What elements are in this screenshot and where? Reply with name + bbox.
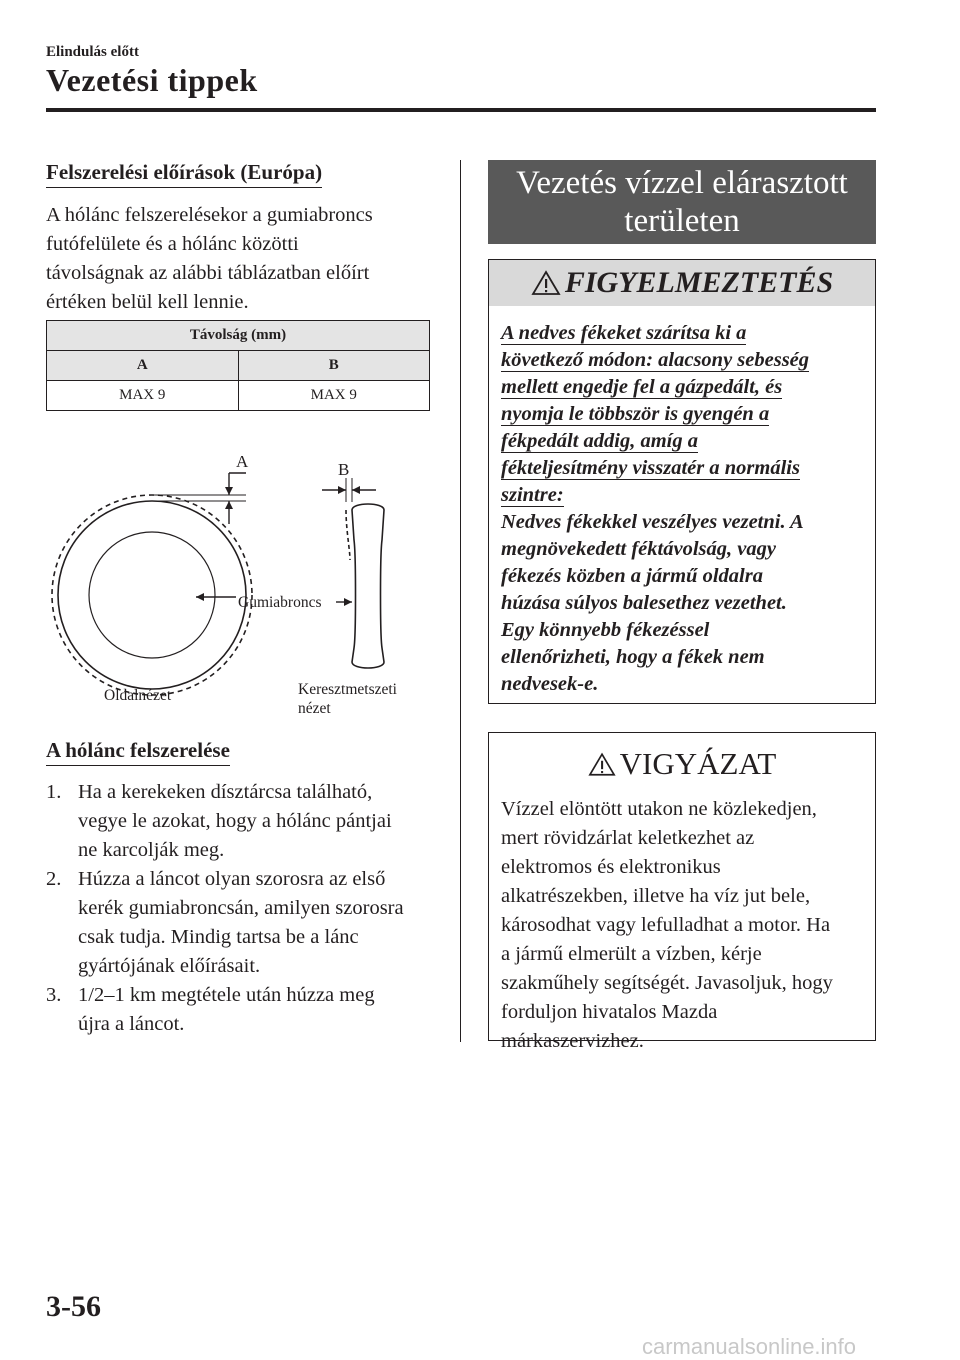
step-line: Húzza a láncot olyan szorosra az első bbox=[78, 868, 386, 890]
watermark: carmanualsonline.info bbox=[642, 1334, 857, 1359]
distance-table-wrap bbox=[46, 320, 430, 411]
label-tire: Gumiabroncs bbox=[238, 594, 322, 611]
chain-cross-dashed bbox=[346, 510, 350, 560]
tire-cross-section bbox=[352, 504, 384, 668]
warning-line: Egy könnyebb fékezéssel bbox=[501, 619, 710, 641]
distance-table bbox=[46, 320, 430, 411]
warning-body bbox=[489, 306, 875, 698]
paragraph-line: futófelülete és a hólánc közötti bbox=[46, 233, 299, 255]
warning-line: húzása súlyos balesethez vezethet. bbox=[501, 592, 787, 614]
caution-line: károsodhat vagy lefulladhat a motor. Ha bbox=[501, 914, 831, 936]
warning-line-underlined: fékpedált addig, amíg a bbox=[501, 430, 699, 452]
step-number: 2. bbox=[46, 868, 62, 890]
warning-line: ellenőrizheti, hogy a fékek nem bbox=[501, 646, 765, 668]
step-line: vegye le azokat, hogy a hólánc pántjai bbox=[78, 810, 392, 832]
table-cell-a: MAX 9 bbox=[47, 381, 239, 411]
paragraph-line: értéken belül kell lennie. bbox=[46, 291, 249, 313]
table-header-a: A bbox=[47, 351, 239, 381]
section-install bbox=[46, 738, 446, 1039]
step-line: újra a láncot. bbox=[78, 1013, 185, 1035]
tire-arrowhead-right bbox=[344, 598, 352, 606]
caution-triangle-icon bbox=[588, 752, 616, 777]
warning-line-underlined: következő módon: alacsony sebesség bbox=[501, 349, 810, 371]
chain-side-dashed bbox=[52, 495, 252, 695]
tire-side-outer bbox=[58, 501, 246, 689]
section-install-heading: A hólánc felszerelése bbox=[46, 738, 230, 766]
caution-line: forduljon hivatalos Mazda bbox=[501, 1001, 718, 1023]
step-line: kerék gumiabroncsán, amilyen szorosra bbox=[78, 897, 404, 919]
warning-line: Nedves fékekkel veszélyes vezetni. A bbox=[501, 511, 804, 533]
a-arrowhead-bottom bbox=[225, 501, 233, 509]
warning-line: nedvesek-e. bbox=[501, 673, 599, 695]
caution-line: mert rövidzárlat keletkezhet az bbox=[501, 827, 755, 849]
step-number: 1. bbox=[46, 781, 62, 803]
step-line: ne karcolják meg. bbox=[78, 839, 225, 861]
label-b: B bbox=[338, 460, 350, 479]
section-europe bbox=[46, 160, 446, 317]
warning-line-underlined: szintre: bbox=[501, 484, 564, 506]
label-side-view: Oldalnézet bbox=[104, 687, 172, 704]
caution-title: VIGYÁZAT bbox=[619, 746, 777, 781]
step-line: gyártójának előírásait. bbox=[78, 955, 261, 977]
rim-side bbox=[89, 532, 215, 658]
warning-line-underlined: fékteljesítmény visszatér a normális bbox=[501, 457, 800, 479]
caution-line: a jármű elmerült a vízben, kérje bbox=[501, 943, 762, 965]
caution-line: elektromos és elektronikus bbox=[501, 856, 721, 878]
page-number: 3-56 bbox=[46, 1290, 101, 1323]
table-cell-b: MAX 9 bbox=[238, 381, 430, 411]
warning-triangle-icon bbox=[531, 270, 561, 296]
breadcrumb: Elindulás előtt bbox=[46, 44, 139, 60]
step-item bbox=[46, 778, 446, 865]
step-line: Ha a kerekeken dísztárcsa található, bbox=[78, 781, 373, 803]
caution-body bbox=[489, 789, 875, 1056]
step-line: 1/2–1 km megtétele után húzza meg bbox=[78, 984, 375, 1006]
label-cross-line2: nézet bbox=[298, 700, 331, 717]
caution-line: alkatrészekben, illetve ha víz jut bele, bbox=[501, 885, 811, 907]
flooded-area-banner bbox=[488, 160, 876, 244]
b-arrowhead-right bbox=[352, 486, 360, 494]
warning-line-underlined: A nedves fékeket szárítsa ki a bbox=[501, 322, 747, 344]
section-europe-heading: Felszerelési előírások (Európa) bbox=[46, 160, 322, 188]
label-a: A bbox=[236, 452, 249, 471]
section-europe-paragraph bbox=[46, 201, 446, 317]
step-line: csak tudja. Mindig tartsa be a lánc bbox=[78, 926, 359, 948]
install-steps bbox=[46, 778, 446, 1039]
warning-line-underlined: mellett engedje fel a gázpedált, és bbox=[501, 376, 783, 398]
paragraph-line: A hólánc felszerelésekor a gumiabroncs bbox=[46, 204, 373, 226]
caution-header bbox=[489, 739, 875, 789]
title-rule bbox=[46, 108, 876, 112]
a-arrowhead-top bbox=[225, 487, 233, 495]
table-header-b: B bbox=[238, 351, 430, 381]
snow-chain-diagram bbox=[46, 440, 446, 730]
b-arrowhead-left bbox=[338, 486, 346, 494]
label-cross-line1: Keresztmetszeti bbox=[298, 681, 397, 698]
warning-line: megnövekedett féktávolság, vagy bbox=[501, 538, 776, 560]
warning-header bbox=[489, 260, 875, 306]
banner-line: Vezetés vízzel elárasztott bbox=[516, 165, 848, 201]
table-caption: Távolság (mm) bbox=[47, 321, 430, 351]
caution-box bbox=[488, 732, 876, 1052]
step-item bbox=[46, 865, 446, 981]
paragraph-line: távolságnak az alábbi táblázatban előírt bbox=[46, 262, 370, 284]
warning-title: FIGYELMEZTETÉS bbox=[564, 266, 834, 299]
step-number: 3. bbox=[46, 984, 62, 1006]
page-title: Vezetési tippek bbox=[46, 62, 258, 98]
warning-line-underlined: nyomja le többször is gyengén a bbox=[501, 403, 770, 425]
banner-line: területen bbox=[624, 203, 740, 239]
warning-line: fékezés közben a jármű oldalra bbox=[501, 565, 763, 587]
column-divider bbox=[460, 160, 461, 1042]
warning-box bbox=[488, 259, 876, 704]
caution-line: Vízzel elöntött utakon ne közlekedjen, bbox=[501, 798, 817, 820]
caution-line: szakműhely segítségét. Javasoljuk, hogy bbox=[501, 972, 833, 994]
step-item bbox=[46, 981, 446, 1039]
caution-line: márkaszervizhez. bbox=[501, 1030, 644, 1052]
tire-arrowhead-left bbox=[196, 593, 204, 601]
